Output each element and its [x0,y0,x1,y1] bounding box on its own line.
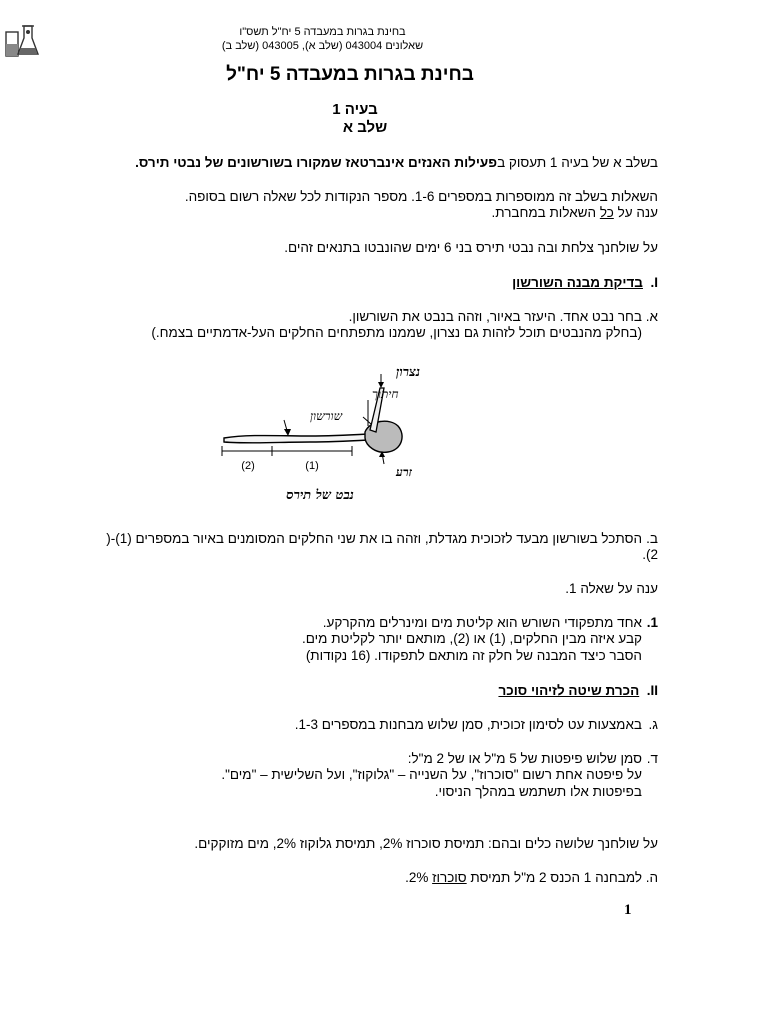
table-note-2: על שולחנך שלושה כלים ובהם: תמיסת סוכרוז 2%, תמיסת גלוקוז 2%, מים מזוקקים. [194,836,658,851]
instructions-underlined-word: כל [599,205,614,220]
item-d-line-1: סמן שלוש פיפטות של 5 מ"ל או של 2 מ"ל: [407,751,642,766]
section-1-number: I. [650,275,658,290]
section-2-heading [58,683,658,699]
label-zera: זרע [396,465,413,479]
table-note: על שולחנך צלחת ובה נבטי תירס בני 6 ימים שהונבטו בתנאים זהים. [284,240,658,255]
item-g-label: ג. [648,717,658,732]
item-b-label: ב. [646,531,658,546]
item-d-line-2: על פיפטה אחת רשום "סוכרוז", על השנייה – "גלוקוז", ועל השלישית – "מים". [221,767,642,782]
item-d-line-3: בפיפטות אלו תשתמש במהלך הניסוי. [434,784,642,799]
item-a-line-1: בחר נבט אחד. היעזר באיור, וזהה בנבט את השורשון. [348,309,642,324]
instructions-line-2-suffix: השאלות במחברת. [491,205,600,220]
page-number: 1 [624,902,632,918]
answer-q1-note: ענה על שאלה 1. [565,581,658,596]
q1-line-2: קבע איזה מבין החלקים, (1) או (2), מותאם יותר לקליטת מים. [302,631,642,646]
item-b-line-1: הסתכל בשורשון מבעד לזכוכית מגדלת, וזהה בו את שני החלקים המסומנים באיור במספרים (1)-( [106,531,642,546]
intro-paragraph [58,155,658,171]
item-a-label: א. [645,309,658,324]
label-nitzron: נצרון [396,365,421,380]
instructions-line-1: השאלות בשלב זה ממוספרות במספרים 1-6. מספר הנקודות לכל שאלה רשום בסופה. [184,189,658,204]
section-2-title: הכרת שיטה לזיהוי סוכר [498,683,640,698]
document-title: בחינת בגרות במעבדה 5 יח"ל [226,64,474,85]
label-shorshon: שורשון [310,409,343,423]
section-1-heading [58,275,658,291]
lab-flask-logo-icon [4,22,42,60]
section-1-title: בדיקת מבנה השורשון [512,275,643,290]
intro-prefix: בשלב א של בעיה 1 תעסוק ב [497,155,658,170]
instructions-line-2-prefix: ענה על [613,205,658,220]
item-h-underlined: סוכרוז [432,870,467,885]
stage-heading: שלב א [342,119,388,136]
item-a-line-2: (בחלק מהנבטים תוכל לזהות גם נצרון, שממנו מתפתחים החלקים העל-אדמתיים בצמח.) [151,325,642,340]
item-g-text: באמצעות עט לסימון זכוכית, סמן שלוש מבחנות במספרים 1-3. [294,717,642,732]
intro-bold: פעילות האנזים אינברטאז שמקורו בשורשונים של נבטי תירס. [135,155,498,170]
q1-line-1: אחד מתפקודי השורש הוא קליטת מים ומינרלים מהקרקע. [322,615,642,630]
label-chitoch: חיתוך [372,387,399,401]
figure-caption: נבט של תירס [286,488,354,503]
item-h-prefix: למבחנה 1 הכנס 2 מ"ל תמיסת [466,870,642,885]
item-d-label: ד. [646,751,658,766]
q1-number: 1. [646,615,658,630]
header-line-2: שאלונים 043004 (שלב א), 043005 (שלב ב) [221,40,424,52]
corn-seedling-figure [210,360,421,485]
header-line-1: בחינת בגרות במעבדה 5 יח"ל תשס"ו [239,26,406,38]
item-h-text [42,870,642,886]
rootlet-shape [224,434,368,443]
label-part-1: (1) [305,460,319,472]
q1-line-3: הסבר כיצד המבנה של חלק זה מותאם לתפקודו. (16 נקודות) [305,648,642,663]
item-b-line-2: 2). [642,547,658,562]
section-2-number: II. [646,683,658,698]
instructions-line-2 [58,205,658,221]
item-h-label: ה. [645,870,658,885]
label-part-2: (2) [241,460,255,472]
item-h-suffix: 2%. [405,870,433,885]
problem-heading: בעיה 1 [332,101,378,118]
